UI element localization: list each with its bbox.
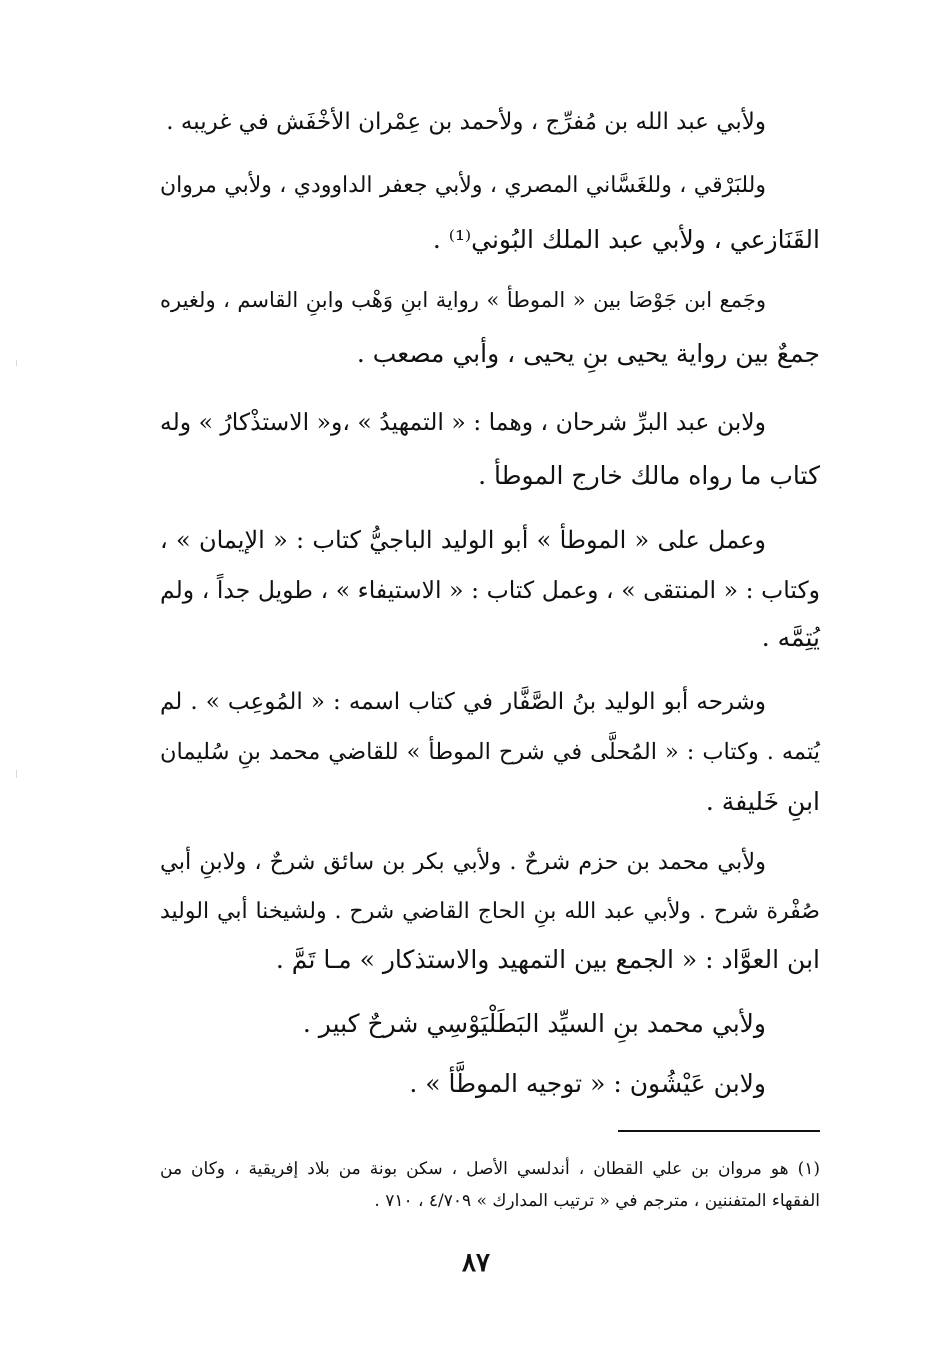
body-text-line: ولأبي محمد بن حزم شرحٌ . ولأبي بكر بن سائق شرحٌ ، ولابنِ أبي [160,849,766,875]
body-text-line: كتاب ما رواه مالك خارج الموطأ . [478,461,820,490]
body-text-line: يُتمه . وكتاب : « المُحلَّى في شرح الموطأ » للقاضي محمد بنِ سُليمان [160,739,820,765]
footnote-line: (١) هو مروان بن علي القطان ، أندلسي الأصل ، سكن بونة من بلاد إفريقية ، وكان من [160,1159,820,1179]
page-number: ٨٧ [462,1248,490,1278]
body-text-line: يُتِمَّه . [761,623,820,652]
scan-edge-mark [16,770,17,778]
body-text-line: وللبَرْقي ، وللغَسَّاني المصري ، ولأبي جعفر الداوودي ، ولأبي مروان [160,173,766,198]
body-text-line: ولابن عَيْشُون : « توجيه الموطَّأ » . [409,1069,766,1098]
body-text-line: صُفْرة شرح . ولأبي عبد الله بنِ الحاج القاضي شرح . ولشيخنا أبي الوليد [160,899,820,924]
footnote-separator [618,1130,820,1132]
body-text-line: وشرحه أبو الوليد بنُ الصَّفَّار في كتاب اسمه : « المُوعِب » . لم [160,689,766,715]
body-text-line: ولأبي عبد الله بن مُفرِّج ، ولأحمد بن عِمْران الأخْفَش في غريبه . [166,109,766,135]
scan-edge-mark [16,360,17,366]
body-text-line: ابنِ خَليفة . [705,787,820,816]
body-text-line: ولأبي محمد بنِ السيِّد البَطَلْيَوْسِي شرحٌ كبير . [302,1009,766,1038]
body-text-line: ابن العوَّاد : « الجمع بين التمهيد والاستذكار » مـا تَمَّ . [275,945,820,974]
body-text-line: ولابن عبد البرِّ شرحان ، وهما : « التمهيدُ » ،و« الاستذْكارُ » وله [160,408,766,436]
footnote-line: الفقهاء المتفننين ، مترجم في « ترتيب المدارك » ٤/٧٠٩ ، ٧١٠ . [374,1191,820,1211]
body-text-line: وجَمع ابن جَوْصَا بين « الموطأ » رواية ابنِ وَهْب وابنِ القاسم ، ولغيره [160,288,766,312]
body-text-line: وعمل على « الموطأ » أبو الوليد الباجيُّ كتاب : « الإيمان » ، [160,526,766,554]
body-text-line: القَنَازعي ، ولأبي عبد الملك البُوني⁽¹⁾ . [432,225,820,254]
body-text-line: وكتاب : « المنتقى » ، وعمل كتاب : « الاستيفاء » ، طويل جداً ، ولم [160,576,820,604]
body-text-line: جمعٌ بين رواية يحيى بنِ يحيى ، وأبي مصعب . [356,339,820,368]
